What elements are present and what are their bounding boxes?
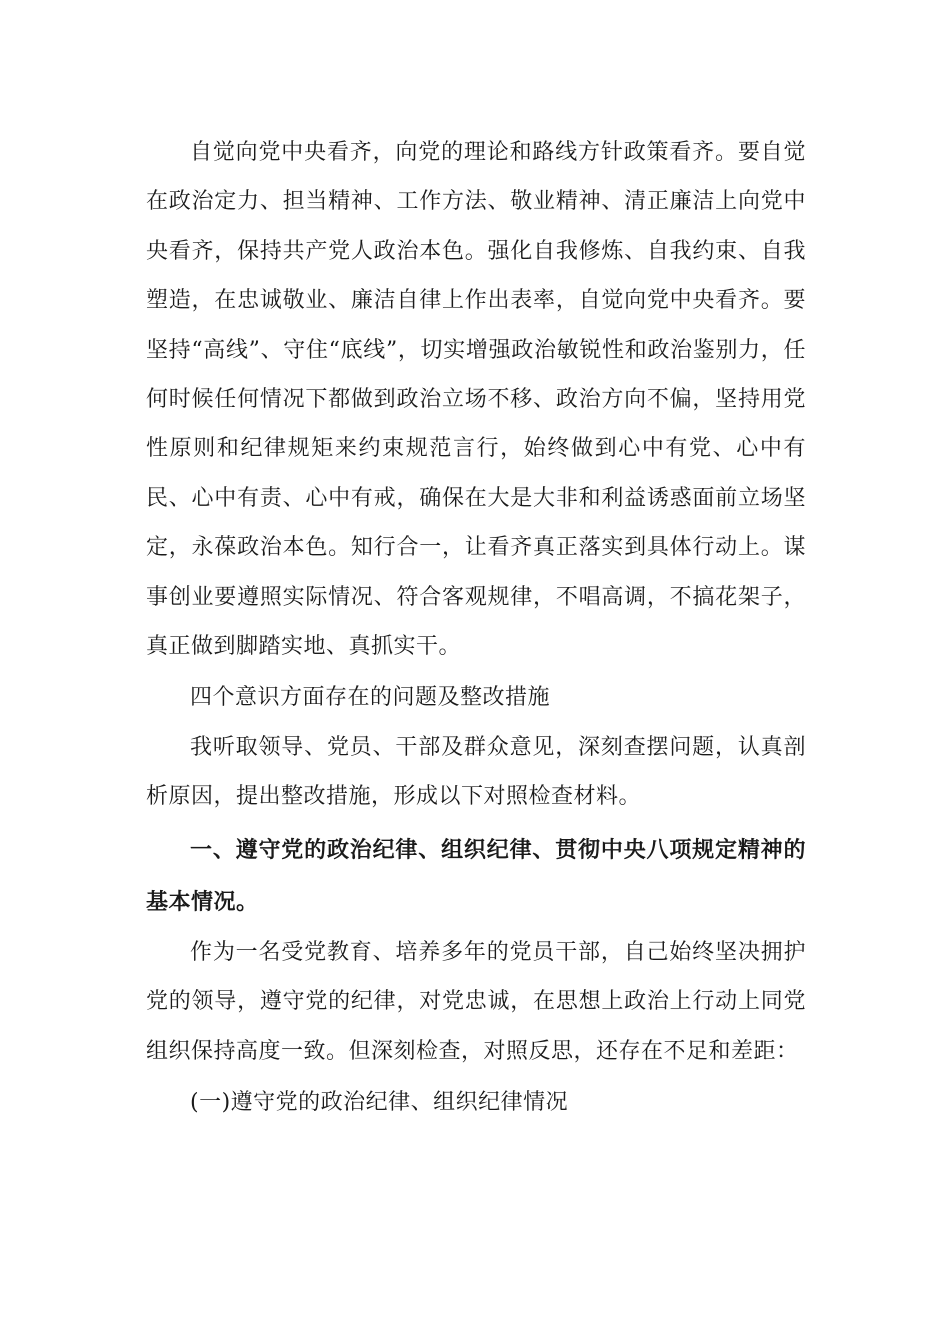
document-content (146, 128, 806, 1127)
heading-one: 一、遵守党的政治纪律、组织纪律、贯彻中央八项规定精神的基本情况。 (146, 836, 806, 915)
body-paragraph-align-with-center: 自觉向党中央看齐，向党的理论和路线方针政策看齐。要自觉在政治定力、担当精神、工作方法、敬业精神、清正廉洁上向党中央看齐，保持共产党人政治本色。强化自我修炼、自我约束、自我塑造，在忠诚敬业、廉洁自律上作出表率，自觉向党中央看齐。要坚持“高线”、守住“底线”，切实增强政治敏锐性和政治鉴别力，任何时候任何情况下都做到政治立场不移、政治方向不偏，坚持用党性原则和纪律规矩来约束规范言行，始终做到心中有党、心中有民、心中有责、心中有戒，确保在大是大非和利益诱惑面前立场坚定，永葆政治本色。知行合一，让看齐真正落实到具体行动上。谋事创业要遵照实际情况、符合客观规律，不唱高调，不搞花架子，真正做到脚踏实地、真抓实干。 (146, 140, 806, 660)
body-paragraph-party-member: 作为一名受党教育、培养多年的党员干部，自己始终坚决拥护党的领导，遵守党的纪律，对党忠诚，在思想上政治上行动上同党组织保持高度一致。但深刻检查，对照反思，还存在不足和差距： (146, 939, 806, 1064)
section-title: 四个意识方面存在的问题及整改措施 (190, 685, 551, 711)
subheading-one: (一)遵守党的政治纪律、组织纪律情况 (190, 1089, 569, 1115)
intro-paragraph: 我听取领导、党员、干部及群众意见，深刻查摆问题，认真剖析原因，提出整改措施，形成以下对照检查材料。 (146, 734, 806, 810)
